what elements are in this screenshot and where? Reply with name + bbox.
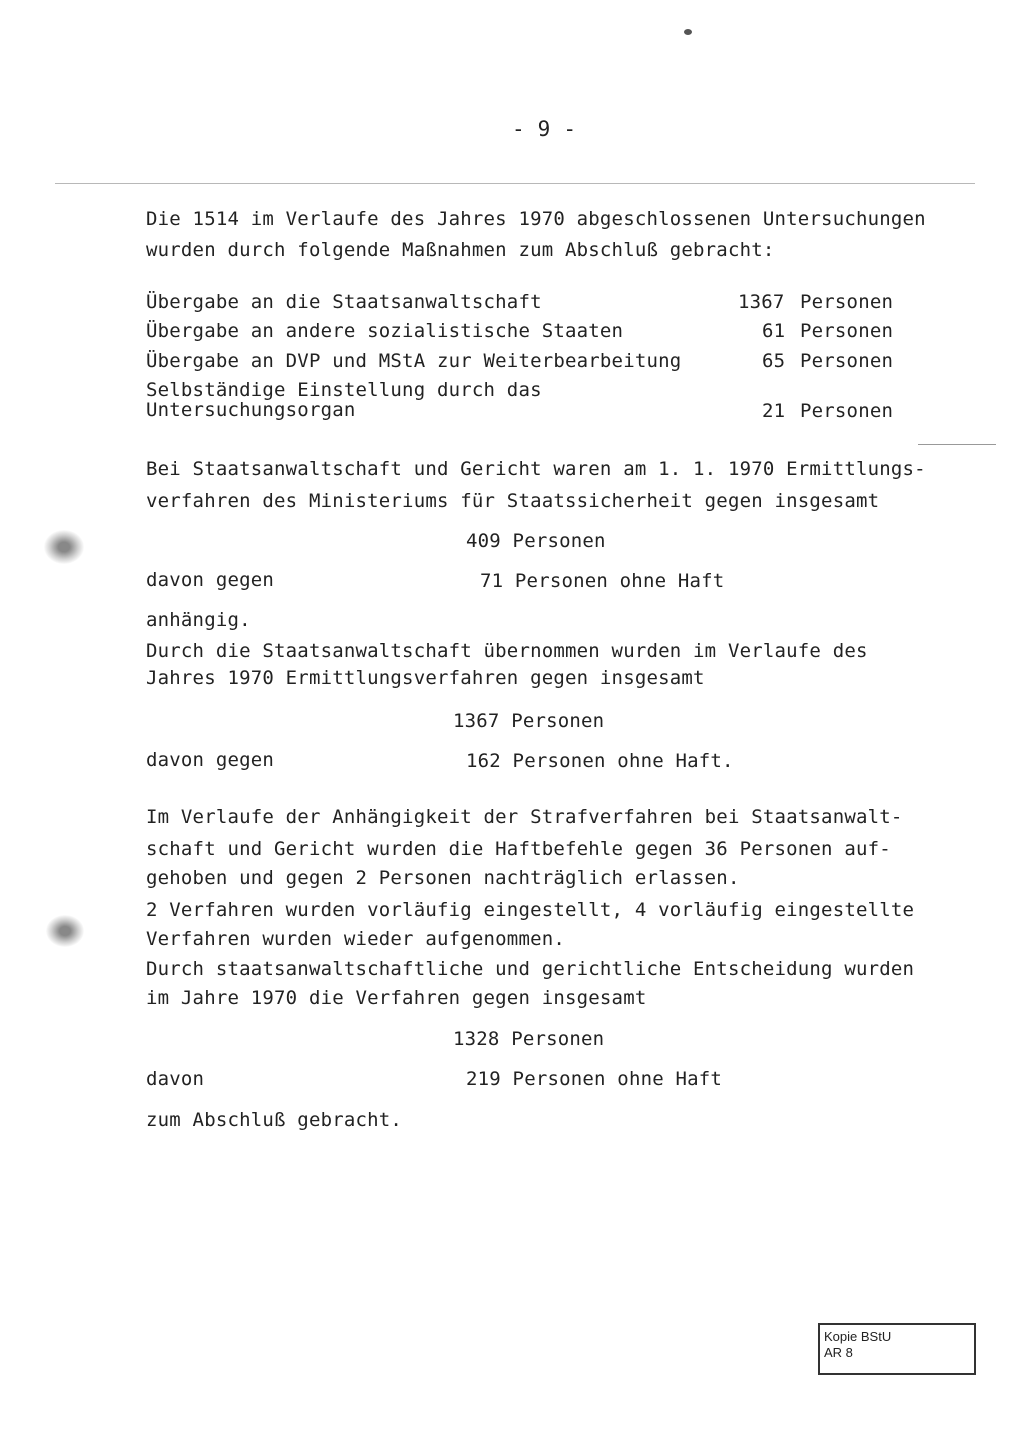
fig2-total: 1367 Personen	[453, 710, 605, 732]
measure-value: 21	[762, 400, 786, 422]
page-number: - 9 -	[512, 117, 577, 141]
measure-unit: Personen	[800, 291, 894, 313]
para3-line-1: Im Verlaufe der Anhängigkeit der Strafverfahren bei Staatsanwalt-	[146, 806, 903, 828]
para3-line-7: im Jahre 1970 die Verfahren gegen insgesamt	[146, 987, 647, 1009]
punch-hole-smudge	[44, 530, 84, 564]
fig2-sub: 162 Personen ohne Haft.	[466, 750, 734, 772]
measure-label: Selbständige Einstellung durch das	[146, 379, 542, 401]
para3-line-4: 2 Verfahren wurden vorläufig eingestellt, 4 vorläufig eingestellte	[146, 899, 915, 921]
para3-line-2: schaft und Gericht wurden die Haftbefehle gegen 36 Personen auf-	[146, 838, 891, 860]
ink-speck	[684, 29, 692, 35]
fig3-tail: zum Abschluß gebracht.	[146, 1109, 403, 1131]
para3-line-5: Verfahren wurden wieder aufgenommen.	[146, 928, 566, 950]
para3-line-3: gehoben und gegen 2 Personen nachträglich erlassen.	[146, 867, 740, 889]
fig1-total: 409 Personen	[466, 530, 606, 552]
fig1-sub: 71 Personen ohne Haft	[480, 570, 725, 592]
para1-line-2: verfahren des Ministeriums für Staatssicherheit gegen insgesamt	[146, 490, 880, 512]
measure-unit: Personen	[800, 320, 894, 342]
para1-line-1: Bei Staatsanwaltschaft und Gericht waren am 1. 1. 1970 Ermittlungs-	[146, 458, 926, 480]
stamp-line-1: Kopie BStU	[824, 1329, 892, 1344]
fig2-davon: davon gegen	[146, 749, 275, 771]
para2-line-1: Durch die Staatsanwaltschaft übernommen wurden im Verlaufe des	[146, 640, 868, 662]
measure-label: Übergabe an DVP und MStA zur Weiterbearbeitung	[146, 350, 682, 372]
top-rule	[55, 183, 975, 184]
measure-label: Übergabe an die Staatsanwaltschaft	[146, 291, 542, 313]
fig1-davon: davon gegen	[146, 569, 275, 591]
fig3-davon: davon	[146, 1068, 205, 1090]
fig1-tail: anhängig.	[146, 609, 251, 631]
stamp-line-2: AR 8	[824, 1345, 853, 1360]
measure-label-continued: Untersuchungsorgan	[146, 399, 356, 421]
punch-hole-smudge	[46, 915, 84, 947]
intro-line-1: Die 1514 im Verlaufe des Jahres 1970 abgeschlossenen Untersuchungen	[146, 208, 926, 230]
fig3-total: 1328 Personen	[453, 1028, 605, 1050]
measure-value: 61	[762, 320, 786, 342]
para2-line-2: Jahres 1970 Ermittlungsverfahren gegen insgesamt	[146, 667, 705, 689]
para3-line-6: Durch staatsanwaltschaftliche und gerichtliche Entscheidung wurden	[146, 958, 915, 980]
measure-value: 1367	[738, 291, 785, 313]
measure-label: Übergabe an andere sozialistische Staaten	[146, 320, 624, 342]
measure-value: 65	[762, 350, 786, 372]
intro-line-2: wurden durch folgende Maßnahmen zum Abschluß gebracht:	[146, 239, 775, 261]
fig3-sub: 219 Personen ohne Haft	[466, 1068, 723, 1090]
measure-unit: Personen	[800, 350, 894, 372]
archive-stamp	[818, 1323, 976, 1375]
measure-unit: Personen	[800, 400, 894, 422]
margin-rule	[918, 444, 996, 445]
